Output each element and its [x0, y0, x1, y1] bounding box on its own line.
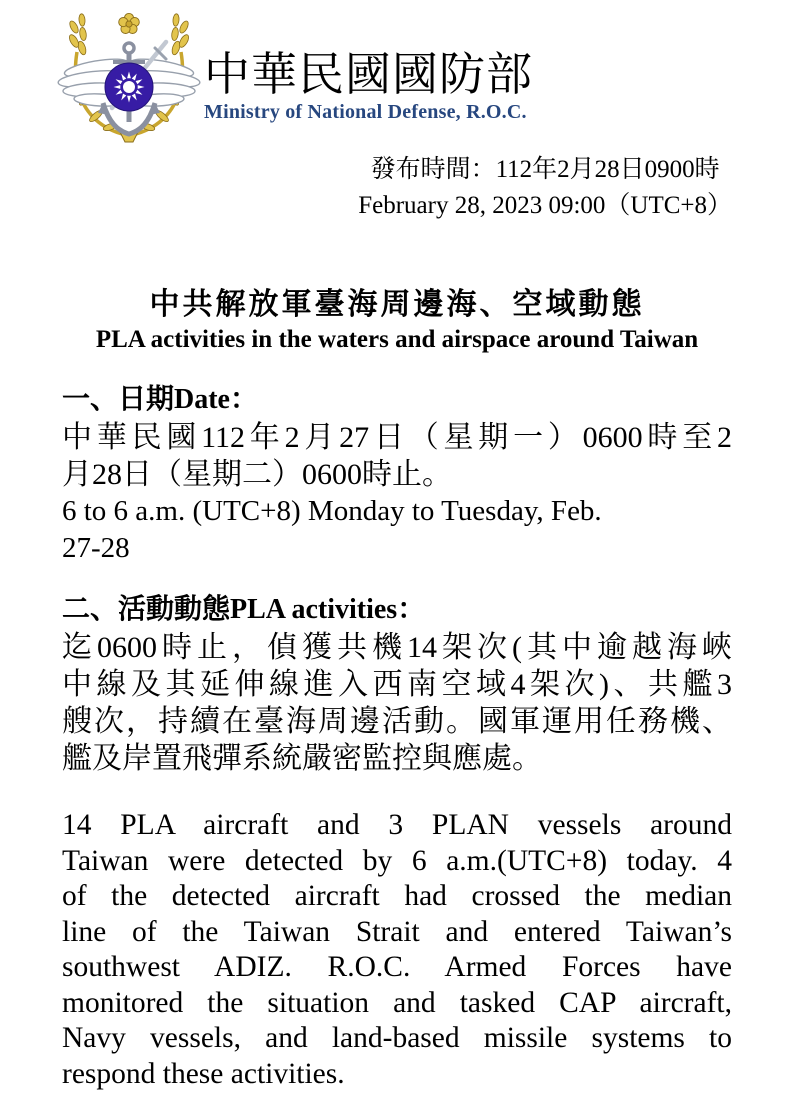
section-date-cn-line: 月28日（星期二）0600時止。: [62, 458, 452, 492]
paragraph-line: 14 PLA aircraft and 3 PLAN vessels around: [62, 809, 732, 842]
section-activities-heading: 二、活動動態PLA activities：: [62, 594, 426, 626]
paragraph-line: Navy vessels, and land-based missile systems to: [62, 1022, 732, 1055]
section-date-cn-line: 中華民國112年2月27日（星期一）0600時至2: [62, 421, 732, 455]
section-activities-cn-line: 艦及岸置飛彈系統嚴密監控與應處。: [62, 742, 542, 776]
release-time-block: [358, 152, 732, 223]
paragraph-line: respond these activities.: [62, 1057, 345, 1090]
section-activities-cn-line: 中線及其延伸線進入西南空域4架次)、共艦3: [62, 668, 732, 702]
section-activities: [62, 590, 732, 777]
ministry-brand: [204, 8, 533, 124]
section-date-heading: 一、日期Date：: [62, 384, 258, 415]
section-activities-cn-line: 艘次，持續在臺海周邊活動。國軍運用任務機、: [62, 705, 732, 739]
document-title: [0, 279, 794, 354]
paragraph-line: monitored the situation and tasked CAP aircraft,: [62, 986, 732, 1019]
mnd-emblem: [54, 8, 204, 148]
section-date-en-line: 6 to 6 a.m. (UTC+8) Monday to Tuesday, Feb.: [62, 495, 602, 528]
ministry-name-cn: 中華民國國防部: [204, 49, 533, 100]
release-time-en: February 28, 2023 09:00（UTC+8）: [358, 191, 732, 219]
english-summary-paragraph: [62, 808, 732, 1092]
paragraph-line: southwest ADIZ. R.O.C. Armed Forces have: [62, 951, 732, 984]
paragraph-line: Taiwan were detected by 6 a.m.(UTC+8) today. 4: [62, 844, 732, 877]
section-date: [62, 380, 732, 567]
document-body: [0, 380, 794, 1092]
ministry-name-en: Ministry of National Defense, R.O.C.: [204, 101, 527, 123]
section-date-en-line: 27-28: [62, 532, 130, 565]
release-time-cn: 發布時間：112年2月28日0900時: [370, 156, 720, 183]
document-title-en: PLA activities in the waters and airspace around Taiwan: [95, 326, 699, 353]
section-activities-cn-line: 迄0600時止，偵獲共機14架次(其中逾越海峽: [62, 631, 732, 665]
plum-blossom-icon: [119, 13, 140, 33]
paragraph-line: of the detected aircraft had crossed the median: [62, 880, 732, 913]
paragraph-line: line of the Taiwan Strait and entered Taiwan’s: [62, 915, 732, 948]
sun-disc-icon: [105, 63, 153, 111]
document-title-cn: 中共解放軍臺海周邊海、空域動態: [149, 288, 645, 321]
header: [0, 0, 794, 148]
